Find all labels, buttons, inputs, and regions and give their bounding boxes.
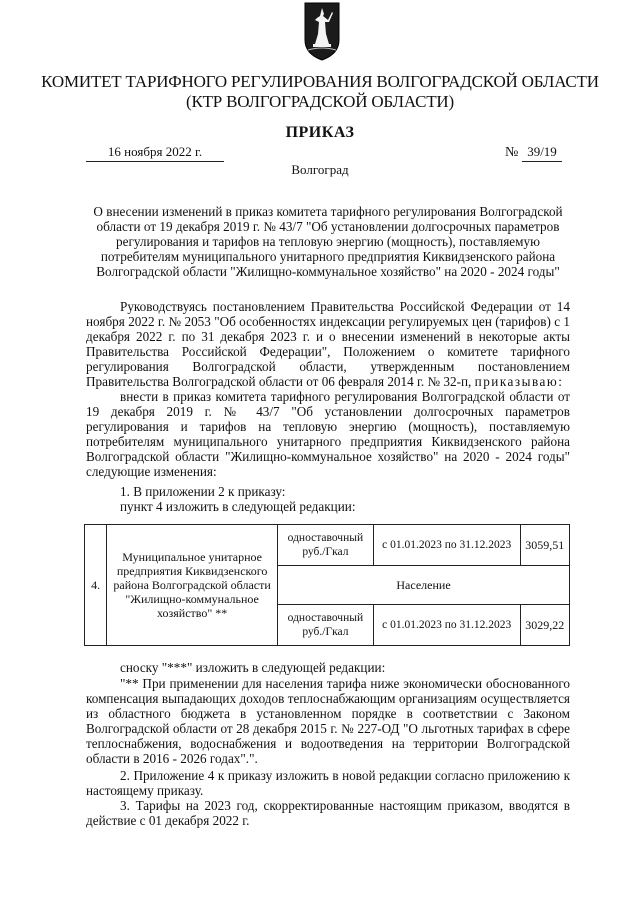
tariff-kind: одноставочный руб./Гкал	[278, 605, 374, 646]
volgograd-emblem-icon	[302, 0, 342, 62]
footnote-instruction: сноску "***" изложить в следующей редакции:	[120, 660, 386, 675]
item-1-point: пункт 4 изложить в следующей редакции:	[120, 499, 356, 514]
preamble-paragraph	[86, 299, 570, 389]
item-3: 3. Тарифы на 2023 год, скорректированные настоящим приказом, вводятся в действие с 01 декабря 2022 г.	[86, 798, 570, 828]
org-name: КОМИТЕТ ТАРИФНОГО РЕГУЛИРОВАНИЯ ВОЛГОГРАДСКОЙ ОБЛАСТИ	[41, 72, 599, 91]
city: Волгоград	[291, 162, 349, 177]
population-header: Население	[278, 566, 570, 605]
table-row	[85, 525, 570, 566]
row-number: 4.	[85, 525, 107, 646]
document-number: 39/19	[522, 144, 562, 162]
tariff-table	[84, 524, 570, 646]
document-type: ПРИКАЗ	[285, 124, 355, 141]
item-2: 2. Приложение 4 к приказу изложить в новой редакции согласно приложению к настоящему приказу.	[86, 768, 570, 798]
tariff-value: 3029,22	[520, 605, 569, 646]
order-word: приказываю	[474, 374, 559, 389]
document-date: 16 ноября 2022 г.	[86, 144, 224, 162]
org-short-name: (КТР ВОЛГОГРАДСКОЙ ОБЛАСТИ)	[186, 92, 454, 111]
document-subject: О внесении изменений в приказ комитета тарифного регулирования Волгоградской области от 19 декабря 2019 г. № 43/7 "Об установлении долгосрочных параметров регулирования и тарифов на тепловую энергию (мощность), поставляемую потребителям муниципального унитарного предприятия Киквидзенского района Волгоградской области "Жилищно-коммунальное хозяйство" на 2020 - 2024 годы"	[93, 204, 563, 279]
organization-name: Муниципальное унитарное предприятия Киквидзенского района Волгоградской области "Жилищно-коммунальное хозяйство" **	[107, 525, 278, 646]
tariff-period: с 01.01.2023 по 31.12.2023	[373, 525, 520, 566]
footnote-text: "** При применении для населения тарифа ниже экономически обоснованного компенсация выпадающих доходов теплоснабжающим организациям осуществляется из областного бюджета в установленном порядке в соответствии с Законом Волгоградской области от 28 декабря 2015 г. № 227-ОД "О льготных тарифах в сфере теплоснабжения, водоснабжения и водоотведения на территории Волгоградской области в 2016 - 2026 годах".".	[86, 676, 570, 766]
order-colon: :	[558, 374, 562, 389]
tariff-value: 3059,51	[520, 525, 569, 566]
item-1: 1. В приложении 2 к приказу:	[120, 484, 286, 499]
amend-paragraph: внести в приказ комитета тарифного регулирования Волгоградской области от 19 декабря 2019 г. № 43/7 "Об установлении долгосрочных параметров регулирования и тарифов на тепловую энергию (мощность), поставляемую потребителям муниципального унитарного предприятия Киквидзенского района Волгоградской области "Жилищно-коммунальное хозяйство" на 2020 - 2024 годы" следующие изменения:	[86, 389, 570, 479]
number-sign: №	[505, 145, 519, 160]
preamble-text: Руководствуясь постановлением Правительства Российской Федерации от 14 ноября 2022 г. № 2053 "Об особенностях индексации регулируемых цен (тарифов) с 1 декабря 2022 г. по 31 декабря 2023 г. и о внесении изменений в некоторые акты Правительства Российской Федерации", Положением о комитете тарифного регулирования Волгоградской области, утвержденным постановлением Правительства Волгоградской области от 06 февраля 2014 г. № 32-п,	[86, 299, 570, 389]
tariff-period: с 01.01.2023 по 31.12.2023	[373, 605, 520, 646]
tariff-kind: одноставочный руб./Гкал	[278, 525, 374, 566]
